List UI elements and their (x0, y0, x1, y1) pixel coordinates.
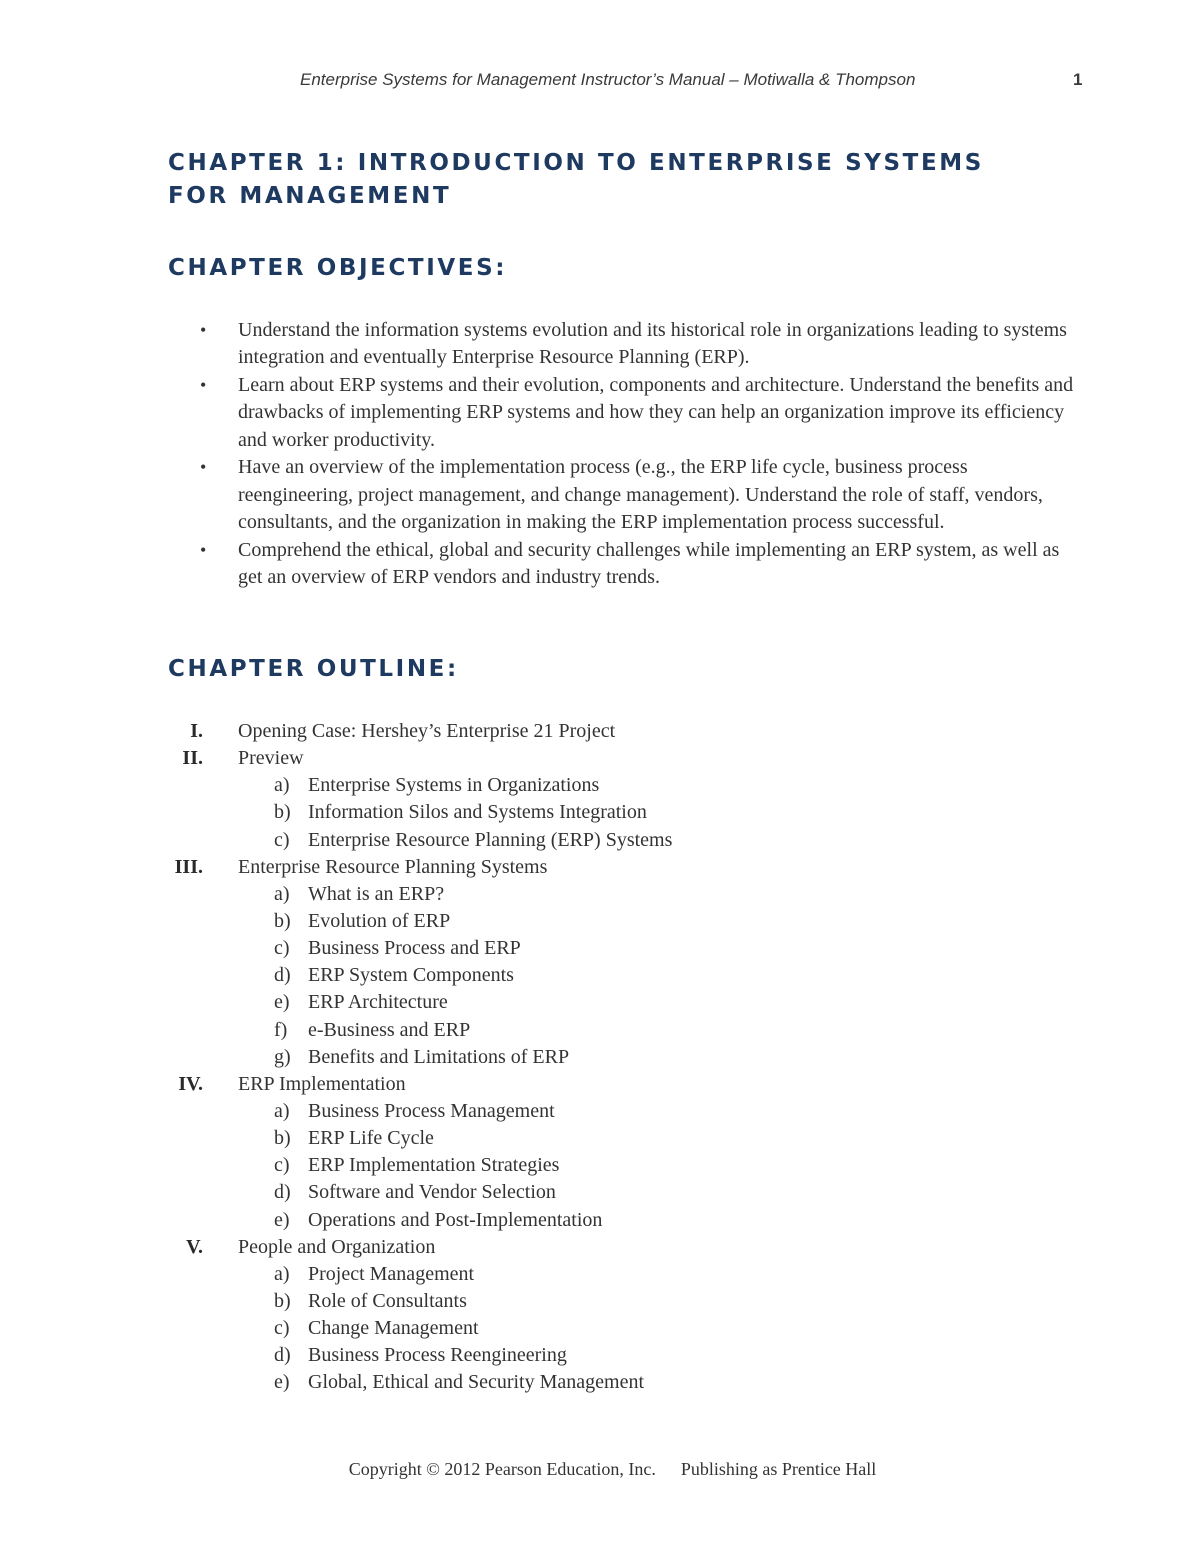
outline-subitem (0, 1369, 1200, 1396)
subitem-label: Information Silos and Systems Integration (308, 801, 647, 824)
outline-subitem (0, 1179, 1200, 1206)
section-numeral: II. (182, 747, 203, 770)
section-numeral: V. (186, 1235, 203, 1258)
page-footer (0, 1459, 1200, 1480)
outline-subitem (0, 1315, 1200, 1342)
subitem-letter: a) (274, 1099, 290, 1122)
section-label: Enterprise Resource Planning Systems (238, 855, 548, 878)
outline-section (0, 1071, 1200, 1098)
subitem-label: Change Management (308, 1317, 479, 1340)
subitem-label: Operations and Post-Implementation (308, 1208, 603, 1231)
subitem-label: e-Business and ERP (308, 1018, 471, 1041)
objective-text: Learn about ERP systems and their evolution, components and architecture. Understand the benefits and drawbacks of implementing ERP systems and how they can help an organization improve its efficiency and worker productivity. (238, 374, 1074, 451)
subitem-label: What is an ERP? (308, 882, 445, 905)
objectives-heading: CHAPTER OBJECTIVES: (168, 255, 508, 281)
objectives-list (200, 317, 1080, 592)
outline-subitem (0, 881, 1200, 908)
subitem-label: ERP Life Cycle (308, 1127, 434, 1150)
outline-section (0, 854, 1200, 881)
section-numeral: IV. (178, 1072, 203, 1095)
outline-subitem (0, 799, 1200, 826)
outline-subitem (0, 1288, 1200, 1315)
outline-section (0, 718, 1200, 745)
subitem-label: Business Process and ERP (308, 937, 521, 960)
subitem-label: Business Process Management (308, 1099, 555, 1122)
objective-text: Understand the information systems evolution and its historical role in organizations leading to systems integration and eventually Enterprise Resource Planning (ERP). (238, 319, 1067, 369)
subitem-label: Role of Consultants (308, 1289, 467, 1312)
objective-item (200, 317, 1080, 372)
bullet-icon: • (200, 320, 207, 340)
subitem-letter: a) (274, 882, 290, 905)
subitem-label: Benefits and Limitations of ERP (308, 1045, 570, 1068)
outline-subitem (0, 772, 1200, 799)
outline-list (0, 718, 1200, 1397)
section-label: Opening Case: Hershey’s Enterprise 21 Project (238, 720, 616, 742)
outline-subitem (0, 1207, 1200, 1234)
subitem-label: Enterprise Resource Planning (ERP) Systems (308, 828, 673, 851)
subitem-letter: c) (274, 937, 290, 960)
subitem-letter: c) (274, 1154, 290, 1177)
subitem-letter: e) (274, 991, 290, 1014)
subitem-label: Project Management (308, 1262, 475, 1285)
outline-subitem (0, 827, 1200, 854)
outline-section (0, 1234, 1200, 1261)
subitem-label: ERP Implementation Strategies (308, 1154, 560, 1177)
subitem-letter: d) (274, 1344, 291, 1367)
outline-subitem (0, 1125, 1200, 1152)
subitem-label: Business Process Reengineering (308, 1344, 567, 1367)
outline-heading: CHAPTER OUTLINE: (168, 656, 459, 682)
outline-subitem (0, 1098, 1200, 1125)
subitem-letter: a) (274, 1262, 290, 1285)
page-header (0, 70, 1200, 100)
objective-text: Have an overview of the implementation process (e.g., the ERP life cycle, business process reengineering, project management, and change management). Understand the role of staff, vendors, consultants, and the organization in making the ERP implementation process successful. (238, 456, 1043, 534)
section-label: People and Organization (238, 1235, 436, 1258)
outline-subitem (0, 935, 1200, 962)
subitem-label: Global, Ethical and Security Management (308, 1371, 645, 1394)
subitem-letter: b) (274, 1289, 291, 1312)
section-numeral: I. (190, 720, 203, 742)
subitem-letter: f) (274, 1018, 288, 1041)
header-title: Enterprise Systems for Management Instructor’s Manual – Motiwalla & Thompson (300, 70, 916, 89)
section-label: Preview (238, 747, 304, 770)
subitem-letter: b) (274, 909, 291, 932)
objective-item (200, 372, 1080, 454)
outline-subitem (0, 962, 1200, 989)
outline-section (0, 745, 1200, 772)
outline-subitem (0, 1017, 1200, 1044)
subitem-letter: g) (274, 1045, 291, 1068)
subitem-label: ERP System Components (308, 964, 514, 987)
objective-item (200, 454, 1080, 536)
outline-subitem (0, 1261, 1200, 1288)
subitem-letter: d) (274, 964, 291, 987)
subitem-label: Software and Vendor Selection (308, 1181, 556, 1204)
outline-subitem (0, 1044, 1200, 1071)
outline-subitem (0, 1342, 1200, 1369)
outline-subitem (0, 989, 1200, 1016)
subitem-letter: b) (274, 1127, 291, 1150)
subitem-label: Enterprise Systems in Organizations (308, 774, 600, 797)
outline-subitem (0, 908, 1200, 935)
subitem-letter: b) (274, 801, 291, 824)
outline-subitem (0, 1152, 1200, 1179)
objective-text: Comprehend the ethical, global and security challenges while implementing an ERP system, as well as get an overview of ERP vendors and industry trends. (238, 538, 1060, 589)
publisher-text: Publishing as Prentice Hall (680, 1459, 877, 1479)
objective-item (200, 537, 1080, 592)
bullet-icon: • (200, 539, 207, 560)
subitem-letter: e) (274, 1208, 290, 1231)
section-numeral: III. (174, 855, 203, 878)
subitem-label: Evolution of ERP (308, 909, 451, 932)
chapter-title: CHAPTER 1: INTRODUCTION TO ENTERPRISE SYSTEMS FOR MANAGEMENT (168, 150, 984, 209)
copyright-text: Copyright © 2012 Pearson Education, Inc. (348, 1459, 656, 1479)
subitem-letter: c) (274, 1317, 290, 1340)
subitem-letter: e) (274, 1371, 290, 1394)
bullet-icon: • (200, 457, 207, 478)
subitem-letter: d) (274, 1181, 291, 1204)
subitem-letter: a) (274, 774, 290, 797)
page-number: 1 (1073, 70, 1083, 89)
section-label: ERP Implementation (238, 1072, 406, 1095)
bullet-icon: • (200, 375, 207, 396)
subitem-letter: c) (274, 828, 290, 851)
subitem-label: ERP Architecture (308, 991, 448, 1014)
